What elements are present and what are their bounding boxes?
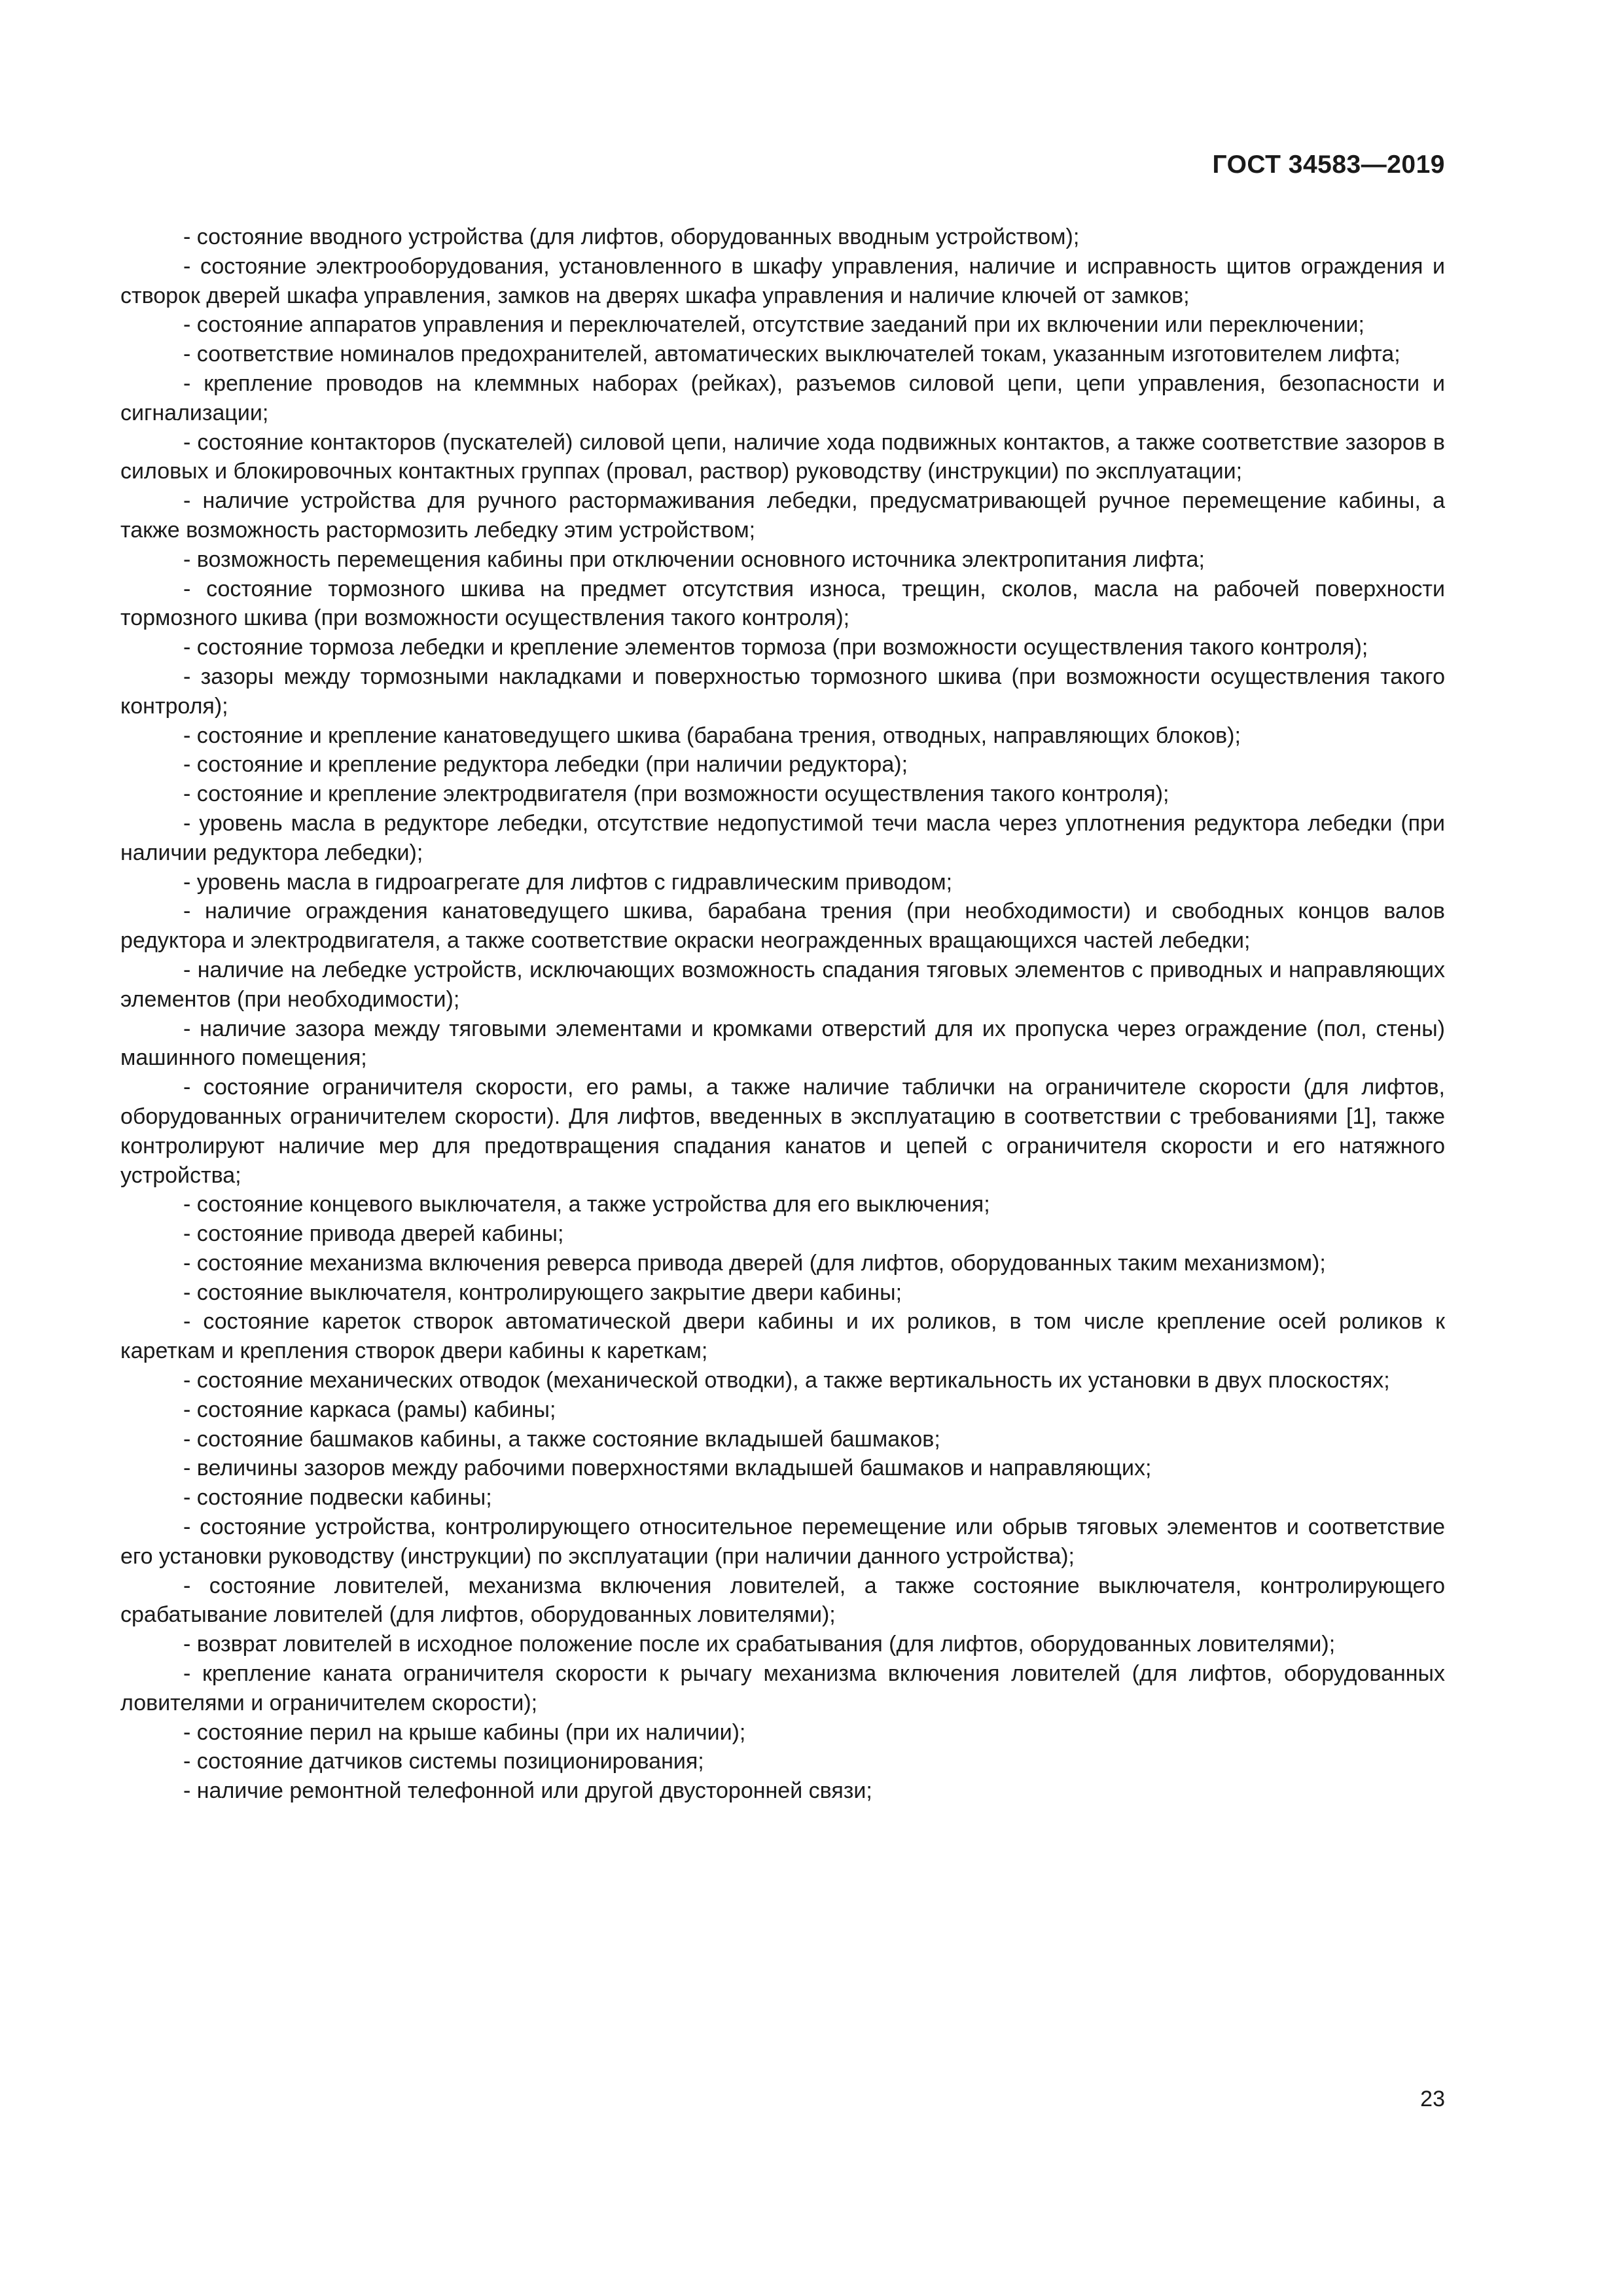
checklist-item: - уровень масла в редукторе лебедки, отсутствие недопустимой течи масла через уплотнения редуктора лебедки (при наличии редуктора лебедки); <box>120 810 1445 865</box>
checklist-item: - наличие зазора между тяговыми элементами и кромками отверстий для их пропуска через ограждение (пол, стены) машинного помещения; <box>120 1016 1445 1071</box>
checklist-item: - крепление каната ограничителя скорости к рычагу механизма включения ловителей (для лифтов, оборудованных ловителями и ограничителем скорости); <box>120 1661 1445 1715</box>
checklist-item: - состояние вводного устройства (для лифтов, оборудованных вводным устройством); <box>183 224 1080 249</box>
checklist-item: - состояние ограничителя скорости, его рамы, а также наличие таблички на ограничителе скорости (для лифтов, оборудованных ограничителем скорости). Для лифтов, введенных в эксплуатацию в соответствии с требованиями [1], также контролируют наличие мер для предотвращения спадания канатов и цепей с ограничителя скорости и его натяжного устройства; <box>120 1075 1445 1188</box>
checklist-item: - состояние перил на крыше кабины (при их наличии); <box>183 1719 746 1745</box>
checklist-item: - состояние аппаратов управления и переключателей, отсутствие заеданий при их включении или переключении; <box>183 312 1364 338</box>
document-standard-header: ГОСТ 34583—2019 <box>1212 151 1445 179</box>
checklist-item: - состояние ловителей, механизма включения ловителей, а также состояние выключателя, контролирующего срабатывание ловителей (для лифтов, оборудованных ловителями); <box>120 1573 1445 1628</box>
checklist-body <box>120 223 1445 1806</box>
checklist-item: - состояние каркаса (рамы) кабины; <box>183 1397 556 1422</box>
checklist-item: - состояние контакторов (пускателей) силовой цепи, наличие хода подвижных контактов, а также соответствие зазоров в силовых и блокировочных контактных группах (провал, раствор) руководству (инструкции) по эксплуатации; <box>120 429 1445 484</box>
checklist-item: - соответствие номиналов предохранителей, автоматических выключателей токам, указанным изготовителем лифта; <box>183 342 1400 367</box>
checklist-item: - наличие устройства для ручного растормаживания лебедки, предусматривающей ручное перемещение кабины, а также возможность растормозить лебедку этим устройством; <box>120 488 1445 543</box>
checklist-item: - наличие ограждения канатоведущего шкива, барабана трения (при необходимости) и свободных концов валов редуктора и электродвигателя, а также соответствие окраски неогражденных вращающихся частей лебедки; <box>120 899 1445 954</box>
checklist-item: - возврат ловителей в исходное положение после их срабатывания (для лифтов, оборудованных ловителями); <box>183 1632 1336 1657</box>
checklist-item: - состояние концевого выключателя, а также устройства для его выключения; <box>183 1192 990 1217</box>
checklist-item: - состояние тормоза лебедки и крепление элементов тормоза (при возможности осуществления такого контроля); <box>183 635 1368 660</box>
checklist-item: - крепление проводов на клеммных наборах (рейках), разъемов силовой цепи, цепи управления, безопасности и сигнализации; <box>120 370 1445 425</box>
checklist-item: - состояние и крепление канатоведущего шкива (барабана трения, отводных, направляющих блоков); <box>183 723 1241 748</box>
checklist-item: - состояние кареток створок автоматической двери кабины и их роликов, в том числе крепление осей роликов к кареткам и крепления створок двери кабины к кареткам; <box>120 1309 1445 1364</box>
checklist-item: - уровень масла в гидроагрегате для лифтов с гидравлическим приводом; <box>183 869 953 895</box>
page-number: 23 <box>1420 2087 1445 2111</box>
checklist-item: - зазоры между тормозными накладками и поверхностью тормозного шкива (при возможности осуществления такого контроля); <box>120 664 1445 719</box>
checklist-item: - состояние привода дверей кабины; <box>183 1221 564 1247</box>
checklist-item: - состояние и крепление электродвигателя (при возможности осуществления такого контроля); <box>183 781 1169 807</box>
checklist-item: - наличие на лебедке устройств, исключающих возможность спадания тяговых элементов с приводных и направляющих элементов (при необходимости); <box>120 957 1445 1012</box>
checklist-item: - возможность перемещения кабины при отключении основного источника электропитания лифта; <box>183 547 1205 572</box>
checklist-item: - состояние механизма включения реверса привода дверей (для лифтов, оборудованных таким механизмом); <box>183 1250 1326 1276</box>
checklist-item: - наличие ремонтной телефонной или другой двусторонней связи; <box>183 1778 872 1804</box>
checklist-item: - величины зазоров между рабочими поверхностями вкладышей башмаков и направляющих; <box>183 1456 1152 1481</box>
checklist-item: - состояние выключателя, контролирующего закрытие двери кабины; <box>183 1280 902 1305</box>
checklist-item: - состояние устройства, контролирующего относительное перемещение или обрыв тяговых элементов и соответствие его установки руководству (инструкции) по эксплуатации (при наличии данного устройства); <box>120 1515 1445 1569</box>
checklist-item: - состояние башмаков кабины, а также состояние вкладышей башмаков; <box>183 1426 940 1452</box>
checklist-item: - состояние подвески кабины; <box>183 1485 492 1511</box>
checklist-item: - состояние датчиков системы позиционирования; <box>183 1749 704 1774</box>
checklist-item: - состояние тормозного шкива на предмет отсутствия износа, трещин, сколов, масла на рабочей поверхности тормозного шкива (при возможности осуществления такого контроля); <box>120 576 1445 631</box>
checklist-item: - состояние электрооборудования, установленного в шкафу управления, наличие и исправность щитов ограждения и створок дверей шкафа управления, замков на дверях шкафа управления и наличие ключей от замков; <box>120 253 1445 308</box>
checklist-item: - состояние механических отводок (механической отводки), а также вертикальность их установки в двух плоскостях; <box>183 1368 1390 1393</box>
checklist-item: - состояние и крепление редуктора лебедки (при наличии редуктора); <box>183 752 908 778</box>
